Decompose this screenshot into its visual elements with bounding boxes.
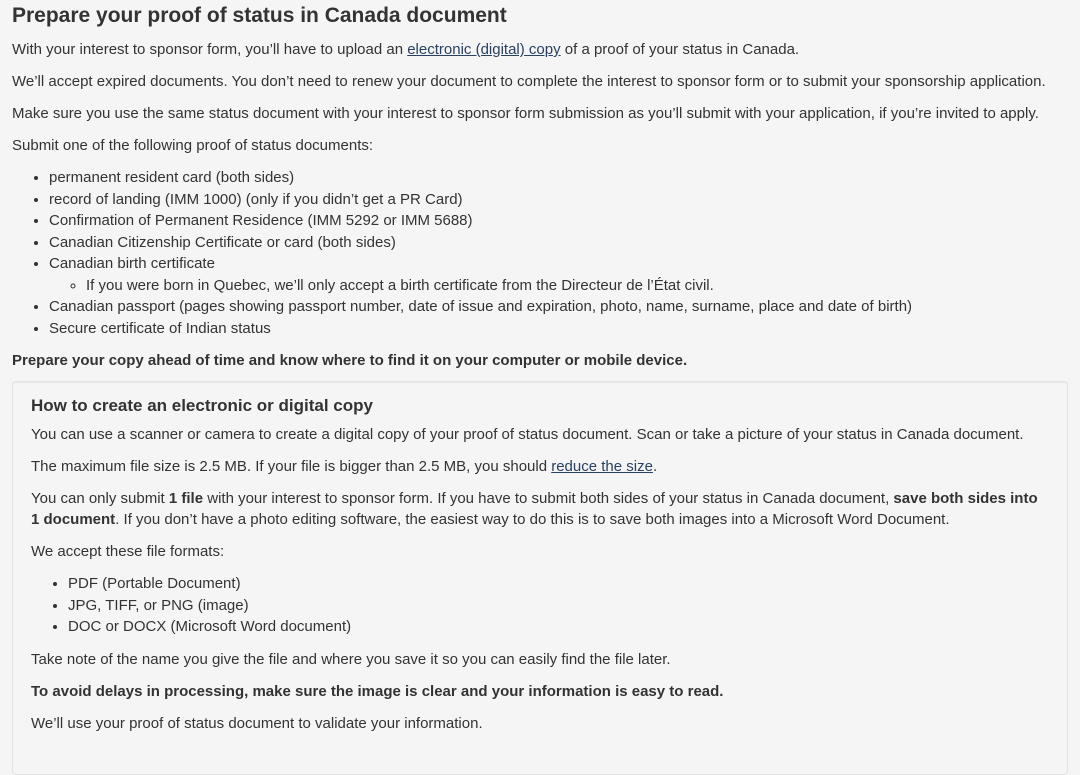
intro-text-after: of a proof of your status in Canada. [560, 41, 800, 58]
page-title: Prepare your proof of status in Canada document [12, 4, 507, 27]
box-title: How to create an electronic or digital copy [31, 396, 373, 415]
one-file-bold: 1 file [168, 490, 204, 507]
formats-intro: We accept these file formats: [31, 543, 225, 560]
list-item [49, 253, 1068, 296]
list-item: • JPG, TIFF, or PNG (image) [68, 595, 1049, 617]
validate-paragraph: We’ll use your proof of status document to validate your information. [31, 714, 483, 732]
expired-docs-paragraph: We’ll accept expired documents. You don’t need to renew your document to complete the interest to sponsor form or to submit your sponsorship application. [12, 73, 1046, 90]
take-note-paragraph: Take note of the name you give the file and where you save it so you can easily find the file later. [31, 650, 671, 668]
documents-list [12, 167, 1068, 339]
same-document-paragraph: Make sure you use the same status document with your interest to sponsor form submission as you’ll submit with your application, if you’re invited to apply. [12, 105, 1039, 122]
intro-text-before: With your interest to sponsor form, you’ll have to upload an [12, 41, 408, 58]
list-item: • Secure certificate of Indian status [49, 318, 1068, 340]
one-file-text-a: You can only submit [31, 490, 169, 507]
one-file-paragraph [31, 488, 1049, 530]
file-size-text: The maximum file size is 2.5 MB. If your file is bigger than 2.5 MB, you should [31, 458, 552, 475]
reduce-size-link[interactable]: reduce the size [551, 458, 653, 475]
avoid-delays-note: To avoid delays in processing, make sure the image is clear and your information is easy to read. [31, 682, 724, 700]
quebec-note: ◦ If you were born in Quebec, we’ll only accept a birth certificate from the Directeur de l’État civil. [86, 275, 1068, 297]
prepare-copy-note: Prepare your copy ahead of time and know where to find it on your computer or mobile device. [12, 352, 688, 369]
one-file-text-c: with your interest to sponsor form. If you have to submit both sides of your status in Canada document, [203, 490, 894, 507]
intro-paragraph [12, 39, 1068, 60]
digital-copy-instructions-box [12, 381, 1068, 775]
list-item: • record of landing (IMM 1000) (only if you didn’t get a PR Card) [49, 189, 1068, 211]
birth-certificate-sublist [49, 275, 1068, 297]
one-file-text-e: . If you don’t have a photo editing software, the easiest way to do this is to save both images into a Microsoft Word Document. [115, 511, 950, 528]
list-item: • DOC or DOCX (Microsoft Word document) [68, 616, 1049, 638]
list-item: • Canadian passport (pages showing passport number, date of issue and expiration, photo, name, surname, place and date of birth) [49, 296, 1068, 318]
scanner-paragraph: You can use a scanner or camera to create a digital copy of your proof of status document. Scan or take a picture of your status in Canada document. [31, 426, 1024, 443]
list-item: • PDF (Portable Document) [68, 573, 1049, 595]
file-size-paragraph [31, 456, 1049, 477]
list-item: • permanent resident card (both sides) [49, 167, 1068, 189]
list-item: • Canadian Citizenship Certificate or card (both sides) [49, 232, 1068, 254]
file-size-end: . [652, 458, 658, 475]
save-both-sides-bold: save both sides into 1 document [31, 490, 1038, 528]
list-item: • Confirmation of Permanent Residence (IMM 5292 or IMM 5688) [49, 210, 1068, 232]
birth-certificate-label: Canadian birth certificate [49, 255, 215, 272]
submit-one-paragraph: Submit one of the following proof of status documents: [12, 137, 374, 154]
digital-copy-link[interactable]: electronic (digital) copy [407, 41, 561, 58]
formats-list [31, 573, 1049, 638]
